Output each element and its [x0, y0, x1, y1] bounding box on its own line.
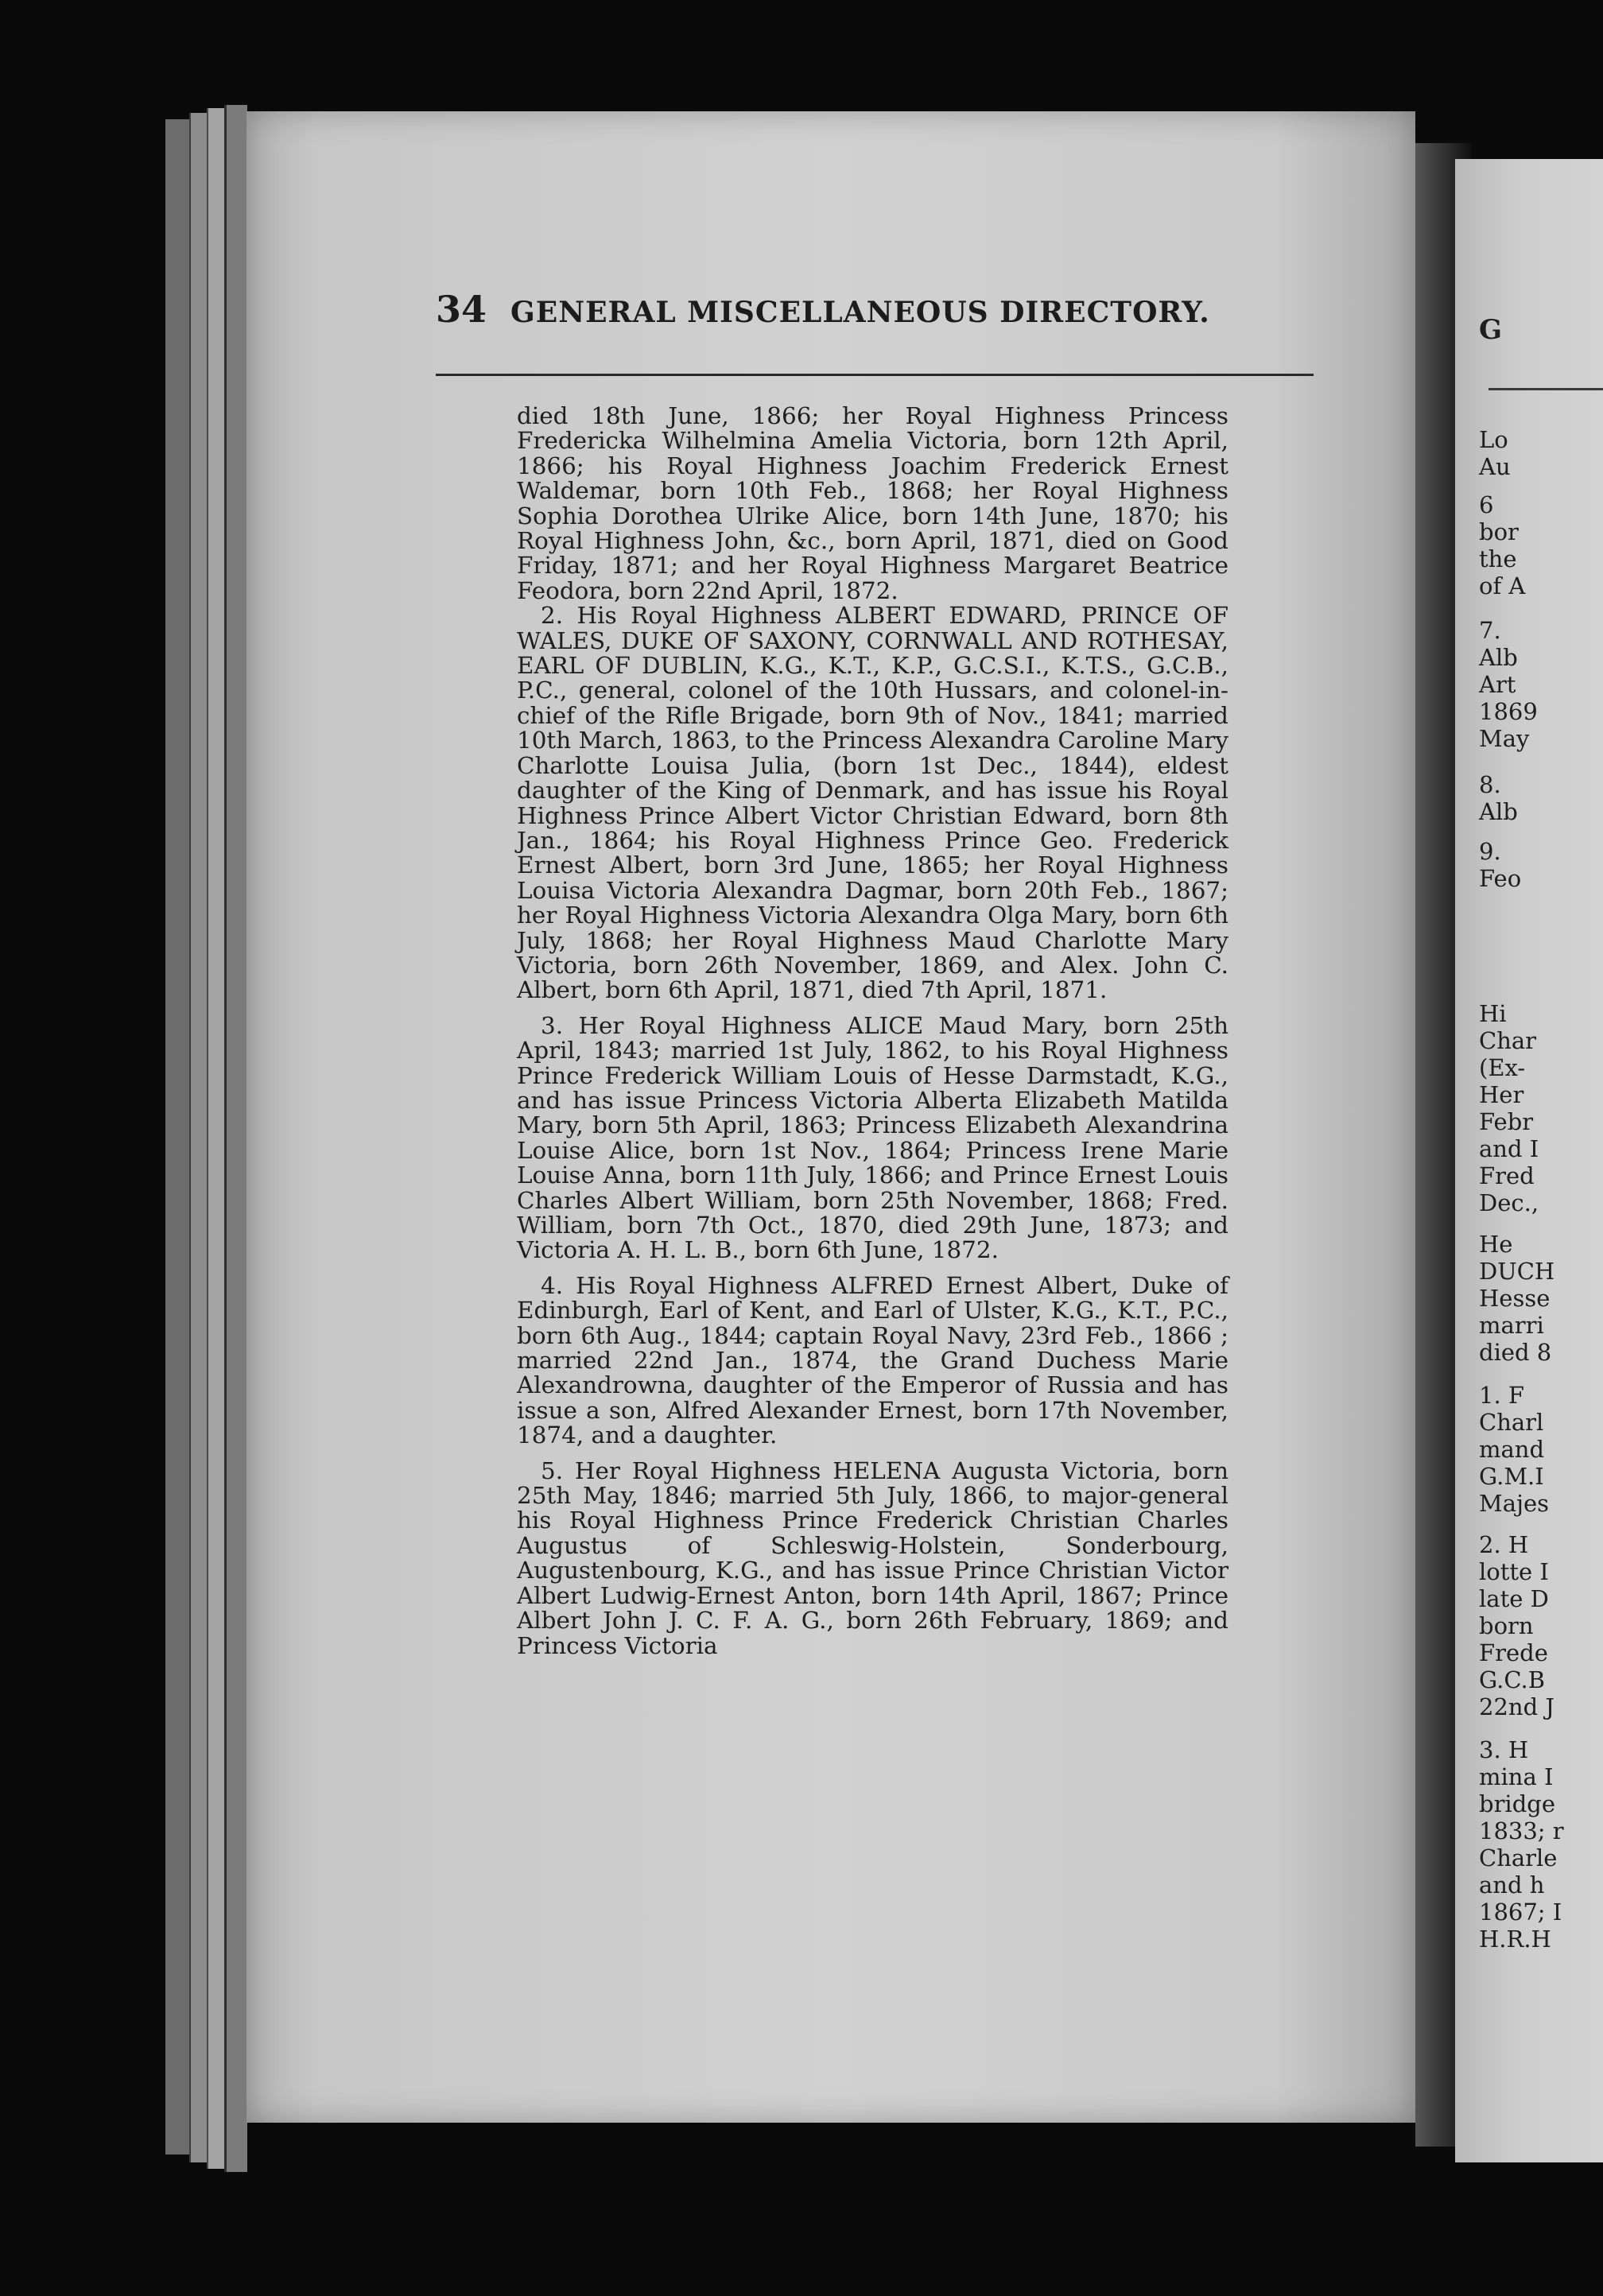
facing-page-fragment: lotte I: [1479, 1558, 1549, 1585]
facing-page-fragment: 3. H: [1479, 1736, 1529, 1763]
facing-page-fragment: Dec.,: [1479, 1189, 1539, 1216]
facing-page-fragment: 8.: [1479, 771, 1501, 798]
book-edge: [189, 113, 208, 2162]
facing-page-fragment: died 8: [1479, 1339, 1552, 1366]
facing-page-fragment: 1867; I: [1479, 1898, 1562, 1926]
body-text: [517, 404, 1228, 1669]
facing-page-fragment: Her: [1479, 1081, 1524, 1108]
facing-page-header: G: [1479, 314, 1503, 346]
facing-page-fragment: Hesse: [1479, 1285, 1551, 1312]
entry-alice: 3. Her Royal Highness ALICE Maud Mary, born 25th April, 1843; married 1st July, 1862, to his Royal Highness Prince Frederick William Louis of Hesse Darmstadt, K.G., and has issue Princess Victoria Alberta Elizabeth Matilda Mary, born 5th April, 1863; Princess Elizabeth Alexandrina Louise Alice, born 1st Nov., 1864; Princess Irene Marie Louise Anna, born 11th July, 1866; and Prince Ernest Louis Charles Albert William, born 25th November, 1868; Fred. William, born 7th Oct., 1870, died 29th June, 1873; and Victoria A. H. L. B., born 6th June, 1872.: [517, 1011, 1228, 1264]
facing-page-fragment: 6: [1479, 491, 1494, 518]
facing-page-fragment: Charl: [1479, 1409, 1544, 1436]
facing-page-fragment: 1833; r: [1479, 1817, 1564, 1844]
book-edge: [224, 105, 247, 2172]
facing-page-fragment: H.R.H: [1479, 1926, 1551, 1953]
running-title: GENERAL MISCELLANEOUS DIRECTORY.: [510, 296, 1210, 329]
facing-page-fragment: Au: [1479, 453, 1511, 480]
facing-page-fragment: 22nd J: [1479, 1693, 1554, 1720]
facing-page-fragment: mina I: [1479, 1763, 1554, 1790]
facing-page-fragment: bridge: [1479, 1790, 1555, 1817]
entry-alfred: 4. His Royal Highness ALFRED Ernest Albert, Duke of Edinburgh, Earl of Kent, and Earl of Ulster, K.G., K.T., P.C., born 6th Aug., 1844; captain Royal Navy, 23rd Feb., 1866 ; married 22nd Jan., 1874, the Grand Duchess Marie Alexandrowna, daughter of the Emperor of Russia and has issue a son, Alfred Alexander Ernest, born 17th November, 1874, and a daughter.: [517, 1271, 1228, 1449]
facing-page-fragment: Majes: [1479, 1490, 1550, 1517]
paragraph-continuation: died 18th June, 1866; her Royal Highness Princess Fredericka Wilhelmina Amelia Victoria, born 12th April, 1866; his Royal Highness Joachim Frederick Ernest Waldemar, born 10th Feb., 1868; her Royal Highness Sophia Dorothea Ulrike Alice, born 14th June, 1870; his Royal Highness John, &c., born April, 1871, died on Good Friday, 1871; and her Royal Highness Margaret Beatrice Feodora, born 22nd April, 1872.: [517, 402, 1228, 604]
header-rule: [436, 374, 1314, 376]
facing-page-fragment: late D: [1479, 1585, 1549, 1612]
facing-page-fragment: of A: [1479, 572, 1526, 599]
facing-page-fragment: Febr: [1479, 1108, 1534, 1135]
facing-page-fragment: Fred: [1479, 1162, 1535, 1189]
facing-page-fragment: 2. H: [1479, 1531, 1529, 1558]
facing-page-fragment: Char: [1479, 1027, 1537, 1054]
facing-page-fragment: Alb: [1479, 798, 1518, 825]
entry-albert-edward: 2. His Royal Highness ALBERT EDWARD, PRINCE OF WALES, DUKE OF SAXONY, CORNWALL AND ROTHESAY, EARL OF DUBLIN, K.G., K.T., K.P., G.C.S.I., K.T.S., G.C.B., P.C., general, colonel of the 10th Hussars, and colonel-in-chief of the Rifle Brigade, born 9th of Nov., 1841; married 10th March, 1863, to the Princess Alexandra Caroline Mary Charlotte Louisa Julia, (born 1st Dec., 1844), eldest daughter of the King of Denmark, and has issue his Royal Highness Prince Albert Victor Christian Edward, born 8th Jan., 1864; his Royal Highness Prince Geo. Frederick Ernest Albert, born 3rd June, 1865; her Royal Highness Louisa Victoria Alexandra Dagmar, born 20th Feb., 1867; her Royal Highness Victoria Alexandra Olga Mary, born 6th July, 1868; her Royal Highness Maud Charlotte Mary Victoria, born 26th November, 1869, and Alex. John C. Albert, born 6th April, 1871, died 7th April, 1871.: [517, 602, 1228, 1004]
facing-page-fragment: 9.: [1479, 838, 1501, 865]
book-edge: [165, 119, 189, 2154]
facing-page-fragment: and I: [1479, 1135, 1539, 1162]
facing-page-fragment: Lo: [1479, 426, 1508, 453]
running-head: [436, 288, 1231, 335]
facing-page-fragment: DUCH: [1479, 1258, 1555, 1285]
facing-page-rule: [1488, 388, 1603, 390]
facing-page-fragment: G.C.B: [1479, 1666, 1546, 1693]
facing-page-fragment: 1869: [1479, 698, 1538, 725]
facing-page-fragment: Frede: [1479, 1639, 1548, 1666]
facing-page: [1455, 159, 1603, 2162]
facing-page-fragment: mand: [1479, 1436, 1545, 1463]
facing-page-fragment: marri: [1479, 1312, 1544, 1339]
facing-page-fragment: (Ex-: [1479, 1054, 1526, 1081]
entry-helena: 5. Her Royal Highness HELENA Augusta Victoria, born 25th May, 1846; married 5th July, 1866, to major-general his Royal Highness Prince Frederick Christian Charles Augustus of Schleswig-Holstein, Sonderbourg, Augustenbourg, K.G., and has issue Prince Christian Victor Albert Ludwig-Ernest Anton, born 14th April, 1867; Prince Albert John J. C. F. A. G., born 26th February, 1869; and Princess Victoria: [517, 1456, 1228, 1659]
facing-page-fragment: Hi: [1479, 1000, 1507, 1027]
facing-page-fragment: born: [1479, 1612, 1534, 1639]
facing-page-fragment: bor: [1479, 518, 1519, 545]
book-edge: [207, 108, 226, 2169]
facing-page-fragment: 1. F: [1479, 1382, 1525, 1409]
facing-page-fragment: Art: [1479, 671, 1516, 698]
facing-page-fragment: and h: [1479, 1871, 1545, 1898]
facing-page-fragment: Feo: [1479, 865, 1522, 892]
page-number: 34: [436, 288, 487, 331]
facing-page-fragment: G.M.I: [1479, 1463, 1544, 1490]
facing-page-fragment: He: [1479, 1231, 1513, 1258]
facing-page-fragment: Charle: [1479, 1844, 1558, 1871]
facing-page-fragment: the: [1479, 545, 1517, 572]
facing-page-fragment: Alb: [1479, 644, 1518, 671]
facing-page-fragment: 7.: [1479, 617, 1501, 644]
facing-page-fragment: May: [1479, 725, 1530, 752]
